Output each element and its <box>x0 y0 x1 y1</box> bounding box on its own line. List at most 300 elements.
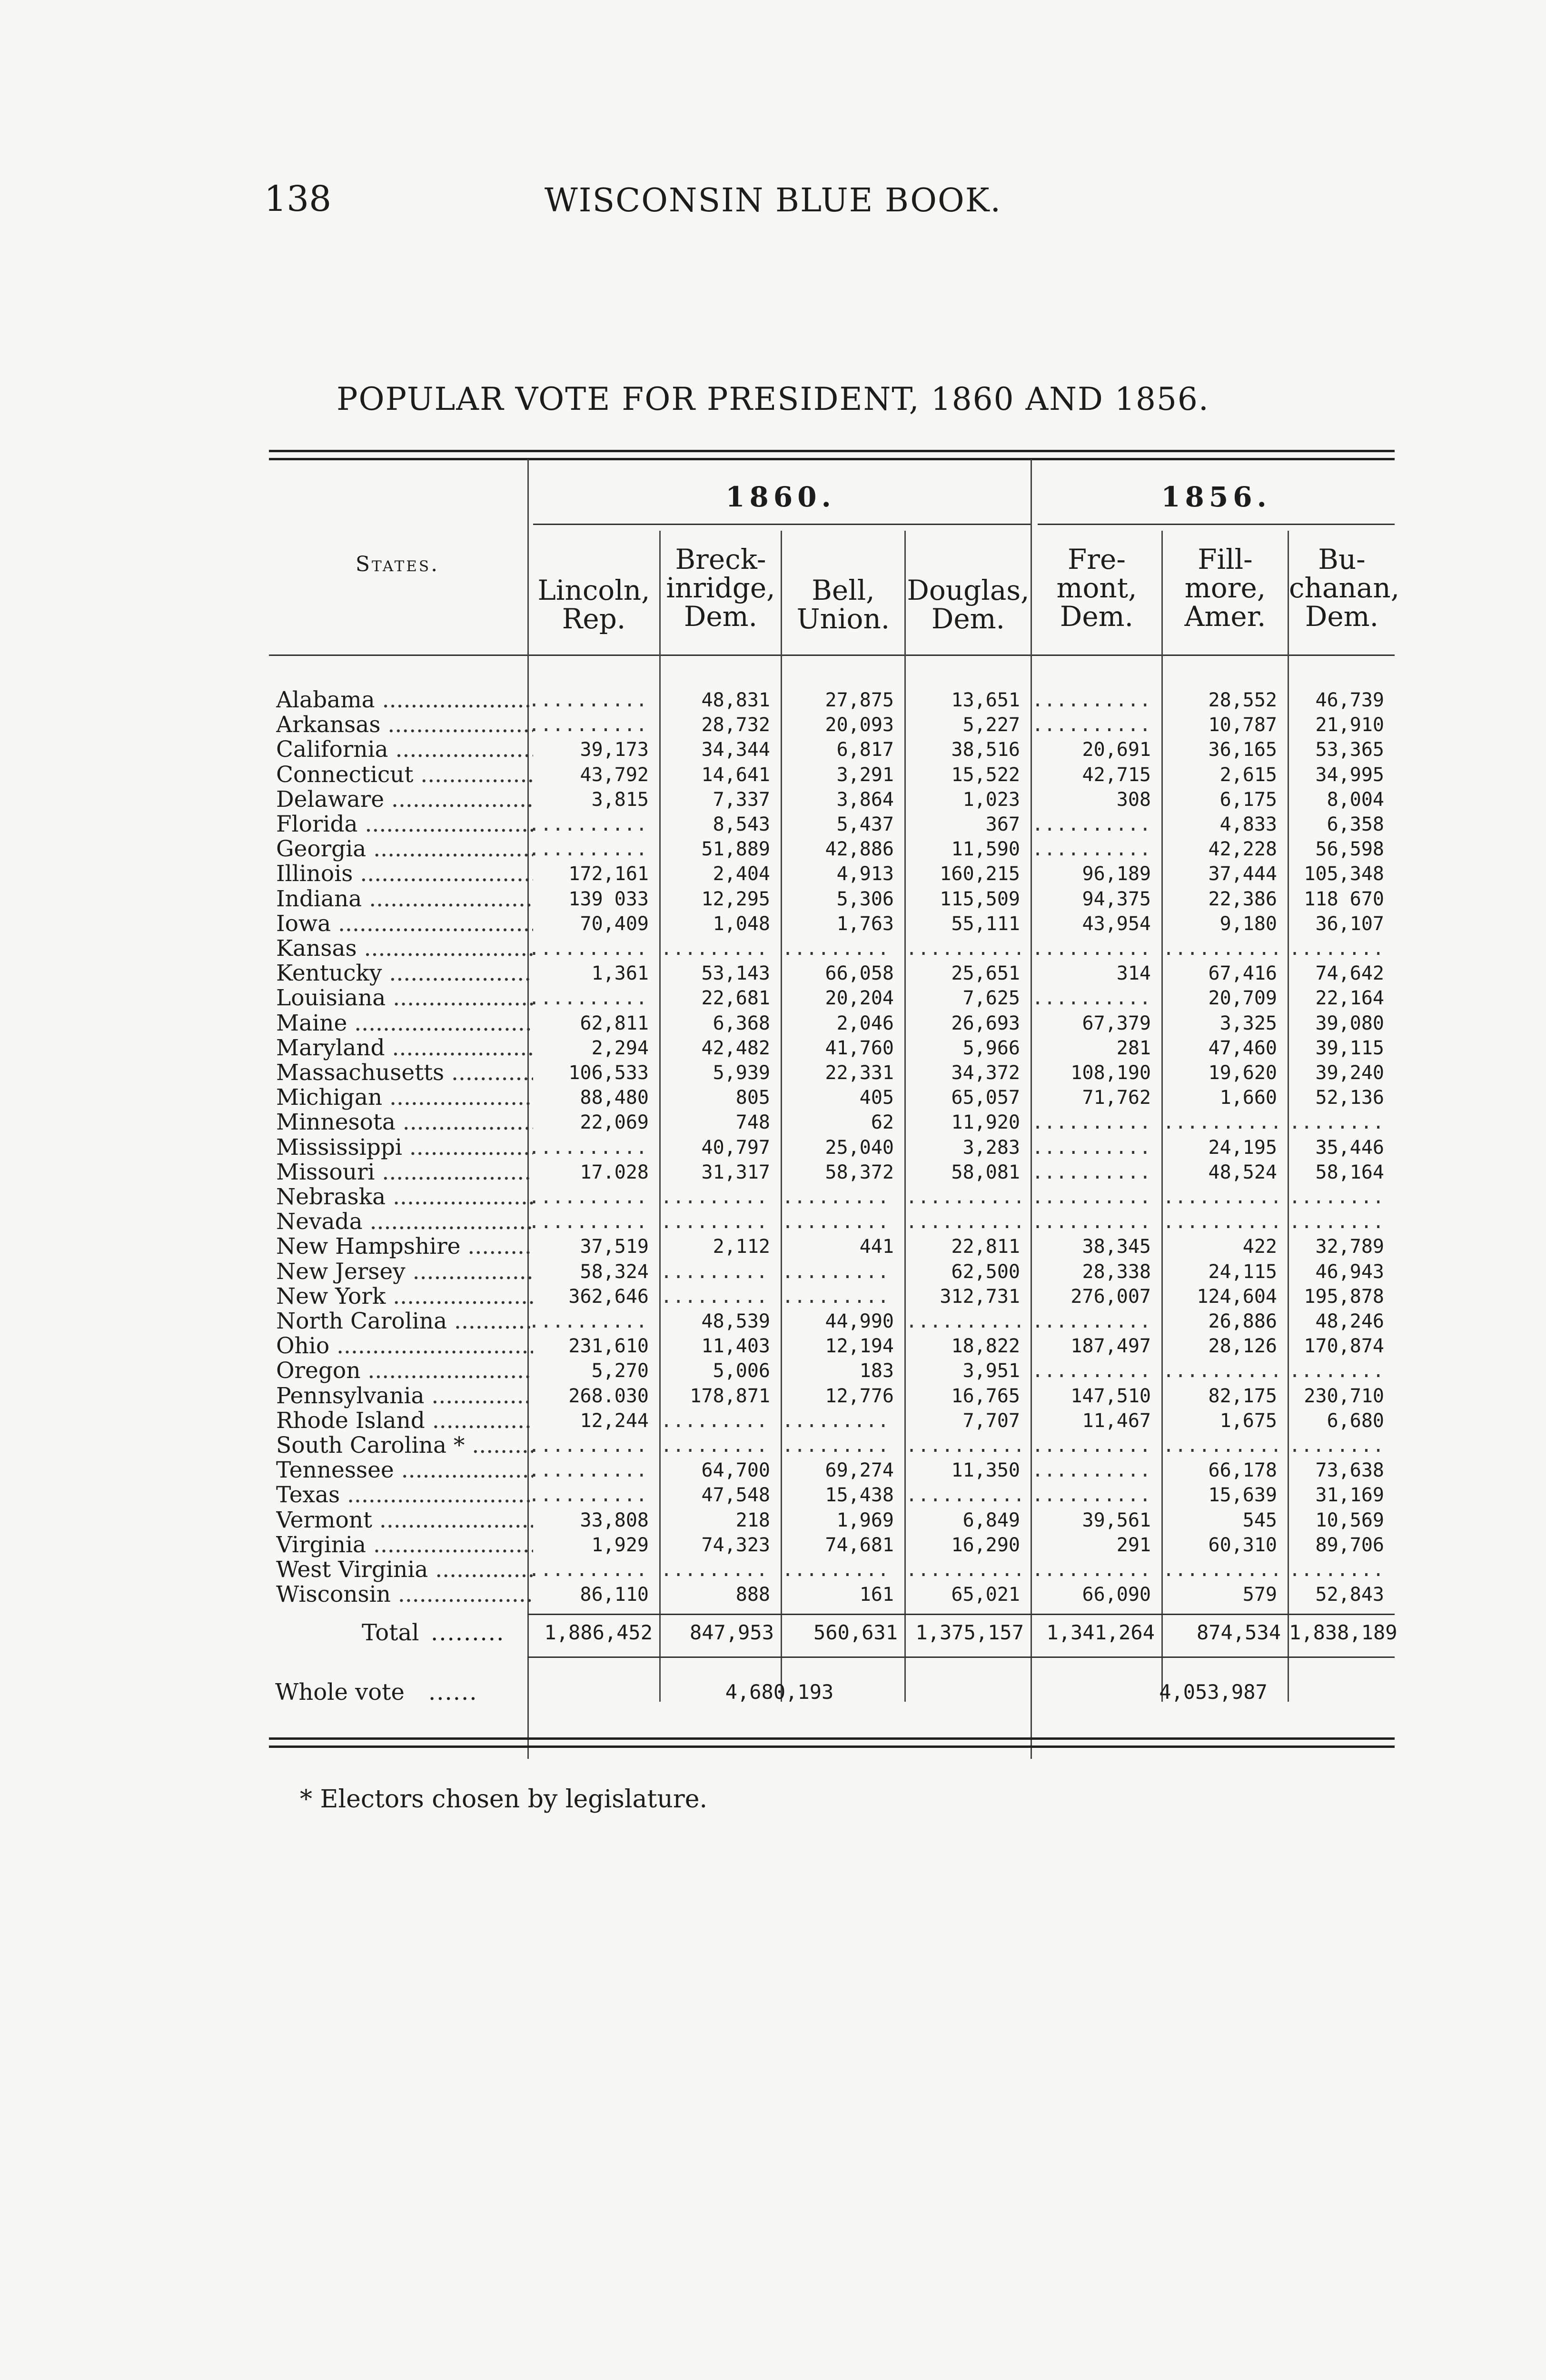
table-row <box>269 812 1395 837</box>
vote-cell: 2,404 <box>713 863 770 885</box>
vote-cell: 22,386 <box>1208 888 1277 910</box>
vote-cell: 6,849 <box>962 1509 1020 1531</box>
vote-cell: 20,691 <box>1082 739 1151 761</box>
column-header-line: Dem. <box>1305 600 1379 633</box>
state-name: Alabama ..... <box>276 688 533 713</box>
vote-cell: 170,874 <box>1304 1335 1384 1358</box>
vote-cell: 65,057 <box>951 1087 1020 1109</box>
total-dots: ......... <box>431 1619 505 1646</box>
running-head: WISCONSIN BLUE BOOK. <box>544 182 1002 219</box>
state-name: Maryland ..... <box>276 1036 533 1061</box>
year-1860-header: 1860. <box>725 481 836 513</box>
vote-cell: 312,731 <box>940 1285 1020 1308</box>
vote-cell: 74,642 <box>1315 962 1384 985</box>
vote-cell: 7,337 <box>713 788 770 811</box>
vote-cell: 19,620 <box>1208 1062 1277 1084</box>
vote-cell: 3,864 <box>836 788 894 811</box>
column-header-line: Union. <box>796 603 890 635</box>
vote-cell: 888 <box>735 1584 770 1606</box>
column-header-line: Amer. <box>1184 600 1266 633</box>
column-header-line: Lincoln, <box>537 574 650 606</box>
total-cell: 1,838,189 <box>1289 1621 1397 1644</box>
vote-cell: 46,739 <box>1315 689 1384 711</box>
vote-cell: 67,416 <box>1208 962 1277 985</box>
vote-cell: 1,361 <box>591 962 649 985</box>
vote-cell <box>1163 1185 1277 1210</box>
vote-cell: 47,460 <box>1208 1037 1277 1059</box>
vote-cell: 42,482 <box>701 1037 770 1059</box>
vote-cell: 2,294 <box>591 1037 649 1059</box>
vote-cell: 230,710 <box>1304 1385 1384 1407</box>
bottom-rule-2 <box>269 1745 1395 1748</box>
column-header <box>1289 543 1400 633</box>
vote-cell: 4,913 <box>836 863 894 885</box>
vote-cell: 108,190 <box>1070 1062 1151 1084</box>
vote-cell: 36,107 <box>1315 912 1384 935</box>
vote-cell: 14,641 <box>701 764 770 786</box>
vote-cell <box>661 1284 770 1309</box>
vote-cell: 55,111 <box>951 912 1020 935</box>
state-name: Iowa ..... <box>276 912 533 936</box>
vote-cell: 74,323 <box>701 1534 770 1556</box>
vote-cell: 22,164 <box>1315 987 1384 1010</box>
state-name: California ..... <box>276 737 533 762</box>
vote-cell: 1,048 <box>713 912 770 935</box>
column-header <box>1163 545 1288 631</box>
vote-cell: 31,169 <box>1315 1484 1384 1507</box>
vote-cell: 34,344 <box>701 739 770 761</box>
vote-cell: 124,604 <box>1197 1285 1277 1308</box>
vote-cell <box>528 1483 649 1507</box>
vote-cell: 48,539 <box>701 1310 770 1332</box>
vote-cell: 66,178 <box>1208 1459 1277 1482</box>
vote-cell <box>1032 812 1151 837</box>
state-name: Vermont ..... <box>276 1508 533 1533</box>
total-cell: 1,886,452 <box>544 1621 653 1644</box>
vote-cell <box>1032 1557 1151 1582</box>
table-row <box>269 1284 1395 1309</box>
vote-cell: 20,709 <box>1208 987 1277 1010</box>
state-name: Virginia ..... <box>276 1533 533 1557</box>
vote-cell <box>906 1185 1020 1210</box>
total-cell: 1,375,157 <box>915 1621 1024 1644</box>
vote-cell <box>661 1185 770 1210</box>
vote-cell: 3,815 <box>591 788 649 811</box>
table-row <box>269 737 1395 762</box>
vote-cell: 5,939 <box>713 1062 770 1084</box>
vote-cell: 1,675 <box>1219 1409 1277 1432</box>
vote-cell: 22,069 <box>580 1111 649 1134</box>
vote-cell: 28,126 <box>1208 1335 1277 1358</box>
vote-cell: 6,817 <box>836 739 894 761</box>
vote-cell <box>661 1557 770 1582</box>
vote-cell: 70,409 <box>580 912 649 935</box>
vote-cell: 12,295 <box>701 888 770 910</box>
vote-cell: 58,164 <box>1315 1161 1384 1183</box>
vote-cell <box>661 1433 770 1458</box>
vote-cell: 24,195 <box>1208 1136 1277 1159</box>
vote-cell: 34,995 <box>1315 764 1384 786</box>
vote-cell: 13,651 <box>951 689 1020 711</box>
state-name: Minnesota ..... <box>276 1110 533 1135</box>
vote-cell: 2,615 <box>1219 764 1277 786</box>
vote-cell: 58,324 <box>580 1260 649 1283</box>
table-row <box>269 1408 1395 1433</box>
vote-cell <box>1289 1185 1384 1210</box>
vote-cell: 62,500 <box>951 1260 1020 1283</box>
vote-cell <box>906 1433 1020 1458</box>
state-name: Rhode Island ..... <box>276 1408 533 1433</box>
vote-cell <box>1163 1557 1277 1582</box>
vote-cell <box>528 1185 649 1210</box>
table-row <box>269 1384 1395 1408</box>
vote-cell: 62 <box>871 1111 894 1134</box>
vote-cell: 1,929 <box>591 1534 649 1556</box>
vote-cell: 11,920 <box>951 1111 1020 1134</box>
vote-cell: 51,889 <box>701 838 770 861</box>
vote-cell: 2,046 <box>836 1012 894 1034</box>
state-name: New Hampshire ..... <box>276 1234 533 1259</box>
column-header-line: Rep. <box>562 603 626 635</box>
vote-cell: 58,372 <box>825 1161 894 1183</box>
state-name: Indiana ..... <box>276 887 533 912</box>
vote-cell: 28,338 <box>1082 1260 1151 1283</box>
vote-cell <box>1032 1309 1151 1334</box>
table-title: POPULAR VOTE FOR PRESIDENT, 1860 AND 1856. <box>337 381 1209 417</box>
vote-cell: 579 <box>1242 1584 1277 1606</box>
vote-cell: 26,886 <box>1208 1310 1277 1332</box>
vote-cell: 42,228 <box>1208 838 1277 861</box>
vote-cell: 367 <box>985 813 1020 835</box>
state-name: Georgia ..... <box>276 837 533 862</box>
table-row <box>269 1185 1395 1210</box>
vote-cell <box>661 1408 770 1433</box>
vote-cell: 178,871 <box>690 1385 770 1407</box>
vote-cell <box>1032 688 1151 713</box>
vote-cell: 362,646 <box>568 1285 649 1308</box>
whole-vote-label: Whole vote <box>275 1679 405 1706</box>
vote-cell: 21,910 <box>1315 714 1384 736</box>
state-name: Tennessee ..... <box>276 1458 533 1483</box>
footnote: * Electors chosen by legislature. <box>300 1785 708 1814</box>
state-name: Ohio ..... <box>276 1334 533 1359</box>
state-name: New York ..... <box>276 1284 533 1309</box>
vote-cell <box>1032 1483 1151 1507</box>
vote-cell: 89,706 <box>1315 1534 1384 1556</box>
column-header-line: Bu- <box>1318 543 1366 575</box>
table-row <box>269 1533 1395 1557</box>
vote-cell: 10,569 <box>1315 1509 1384 1531</box>
vote-cell: 5,966 <box>962 1037 1020 1059</box>
state-name: Pennsylvania ..... <box>276 1384 533 1408</box>
vote-cell: 291 <box>1116 1534 1151 1556</box>
vote-cell <box>528 837 649 862</box>
table-row <box>269 1508 1395 1533</box>
vote-cell: 28,732 <box>701 714 770 736</box>
vote-cell <box>1289 936 1384 961</box>
vote-cell: 26,693 <box>951 1012 1020 1034</box>
vote-cell: 7,707 <box>962 1409 1020 1432</box>
vote-cell: 36,165 <box>1208 739 1277 761</box>
whole-vote-1860: 4,680,193 <box>725 1680 834 1704</box>
vote-cell: 6,368 <box>713 1012 770 1034</box>
vote-cell <box>1032 1110 1151 1135</box>
state-name: Michigan ..... <box>276 1085 533 1110</box>
vote-cell <box>528 1458 649 1483</box>
vote-cell: 748 <box>735 1111 770 1134</box>
vote-cell <box>1289 1210 1384 1234</box>
column-header <box>1032 545 1161 631</box>
column-header-line: more, <box>1184 572 1266 604</box>
vote-cell: 37,444 <box>1208 863 1277 885</box>
total-cell: 847,953 <box>689 1621 774 1644</box>
state-name: Texas ..... <box>276 1483 533 1507</box>
vote-cell: 88,480 <box>580 1087 649 1109</box>
vote-cell: 161 <box>859 1584 894 1606</box>
table-row <box>269 1061 1395 1085</box>
total-cell: 560,631 <box>813 1621 898 1644</box>
table-row <box>269 1334 1395 1359</box>
vote-cell: 441 <box>859 1236 894 1258</box>
vote-cell: 805 <box>735 1087 770 1109</box>
vote-cell: 22,681 <box>701 987 770 1010</box>
vote-cell: 39,115 <box>1315 1037 1384 1059</box>
state-name: Wisconsin ..... <box>276 1582 533 1607</box>
vote-cell: 39,240 <box>1315 1062 1384 1084</box>
vote-cell: 15,438 <box>825 1484 894 1507</box>
vote-cell <box>1032 986 1151 1011</box>
column-header-line: Dem. <box>931 603 1005 635</box>
vote-cell: 1,023 <box>962 788 1020 811</box>
vote-cell: 11,467 <box>1082 1409 1151 1432</box>
vote-cell <box>1032 1160 1151 1185</box>
state-name: Massachusetts ..... <box>276 1061 533 1085</box>
page-number: 138 <box>264 178 332 219</box>
vote-cell: 58,081 <box>951 1161 1020 1183</box>
vote-cell: 56,598 <box>1315 838 1384 861</box>
table-row <box>269 887 1395 912</box>
table-row <box>269 1135 1395 1160</box>
vote-cell: 22,811 <box>951 1236 1020 1258</box>
table-row <box>269 1359 1395 1383</box>
header-bottom-rule <box>269 654 1395 656</box>
vote-cell: 5,306 <box>836 888 894 910</box>
year-1856-header: 1856. <box>1161 481 1271 513</box>
vote-cell: 38,345 <box>1082 1236 1151 1258</box>
table-row <box>269 1110 1395 1135</box>
column-header-line: inridge, <box>666 572 775 604</box>
vote-cell: 281 <box>1116 1037 1151 1059</box>
vote-cell <box>528 1210 649 1234</box>
column-header <box>782 576 904 633</box>
vote-cell <box>1032 837 1151 862</box>
vote-cell: 74,681 <box>825 1534 894 1556</box>
year-1856-underline <box>1038 524 1395 525</box>
vote-cell: 18,822 <box>951 1335 1020 1358</box>
vote-cell: 139 033 <box>568 888 649 910</box>
vote-cell: 52,843 <box>1315 1584 1384 1606</box>
vote-cell: 545 <box>1242 1509 1277 1531</box>
vote-cell <box>661 1210 770 1234</box>
total-cell: 874,534 <box>1196 1621 1281 1644</box>
vote-cell: 6,175 <box>1219 788 1277 811</box>
state-name: Kentucky ..... <box>276 961 533 986</box>
state-name: Kansas ..... <box>276 936 533 961</box>
state-name: Louisiana ..... <box>276 986 533 1011</box>
vote-cell: 43,792 <box>580 764 649 786</box>
state-name: Delaware ..... <box>276 787 533 812</box>
table-row <box>269 787 1395 812</box>
vote-cell <box>528 1433 649 1458</box>
whole-vote-1856: 4,053,987 <box>1159 1680 1268 1704</box>
state-name: Nebraska ..... <box>276 1185 533 1210</box>
vote-cell <box>528 1309 649 1334</box>
table-row <box>269 688 1395 713</box>
vote-cell: 7,625 <box>962 987 1020 1010</box>
vote-cell: 231,610 <box>568 1335 649 1358</box>
table-row <box>269 837 1395 862</box>
state-name: Arkansas ..... <box>276 713 533 737</box>
vote-cell <box>782 1185 894 1210</box>
state-name: Illinois ..... <box>276 862 533 886</box>
vote-cell <box>1163 936 1277 961</box>
total-label: Total <box>362 1619 419 1646</box>
vote-cell: 96,189 <box>1082 863 1151 885</box>
vote-cell: 5,437 <box>836 813 894 835</box>
vote-cell: 20,093 <box>825 714 894 736</box>
vote-cell <box>1289 1433 1384 1458</box>
vote-cell: 24,115 <box>1208 1260 1277 1283</box>
vote-cell <box>528 986 649 1011</box>
vote-cell: 25,040 <box>825 1136 894 1159</box>
vote-cell <box>1163 1359 1277 1383</box>
column-header-line: mont, <box>1056 572 1137 604</box>
column-header-line: Dem. <box>684 600 758 633</box>
table-row <box>269 1458 1395 1483</box>
column-header-line: Fill- <box>1198 543 1253 575</box>
total-top-rule <box>527 1614 1395 1615</box>
vote-cell: 66,090 <box>1082 1584 1151 1606</box>
vote-cell: 3,951 <box>962 1360 1020 1382</box>
vote-cell: 64,700 <box>701 1459 770 1482</box>
table-row <box>269 912 1395 936</box>
vote-cell: 43,954 <box>1082 912 1151 935</box>
vote-cell: 1,660 <box>1219 1087 1277 1109</box>
vote-cell <box>1032 1433 1151 1458</box>
vote-cell: 32,789 <box>1315 1236 1384 1258</box>
vote-cell <box>1032 1135 1151 1160</box>
vote-cell: 62,811 <box>580 1012 649 1034</box>
vote-cell: 48,524 <box>1208 1161 1277 1183</box>
vote-cell: 69,274 <box>825 1459 894 1482</box>
vote-cell: 42,886 <box>825 838 894 861</box>
vote-cell <box>1032 1458 1151 1483</box>
total-cell: 1,341,264 <box>1046 1621 1155 1644</box>
table-row <box>269 1433 1395 1458</box>
vote-cell: 28,552 <box>1208 689 1277 711</box>
vote-cell: 44,990 <box>825 1310 894 1332</box>
vote-cell: 187,497 <box>1070 1335 1151 1358</box>
table-row <box>269 1259 1395 1284</box>
whole-vote-dots: ...... <box>428 1679 478 1706</box>
vote-cell: 48,246 <box>1315 1310 1384 1332</box>
table-row <box>269 1234 1395 1259</box>
vote-cell: 27,875 <box>825 689 894 711</box>
vote-cell: 16,765 <box>951 1385 1020 1407</box>
vote-cell: 5,006 <box>713 1360 770 1382</box>
vote-cell: 2,112 <box>713 1236 770 1258</box>
vote-cell <box>1163 1210 1277 1234</box>
column-header-line: Dem. <box>1060 600 1134 633</box>
table-row <box>269 1210 1395 1234</box>
vote-cell: 67,379 <box>1082 1012 1151 1034</box>
state-name: North Carolina ..... <box>276 1309 533 1334</box>
vote-cell: 73,638 <box>1315 1459 1384 1482</box>
vote-cell <box>528 812 649 837</box>
vote-cell: 3,325 <box>1219 1012 1277 1034</box>
vote-cell: 53,143 <box>701 962 770 985</box>
top-rule-2 <box>269 458 1395 460</box>
vote-cell: 34,372 <box>951 1062 1020 1084</box>
table-row <box>269 936 1395 961</box>
state-name: New Jersey ..... <box>276 1259 533 1284</box>
vote-cell <box>906 1309 1020 1334</box>
state-name: West Virginia ..... <box>276 1557 533 1582</box>
vote-cell: 8,543 <box>713 813 770 835</box>
vote-cell <box>661 936 770 961</box>
vote-cell <box>1032 936 1151 961</box>
vote-cell <box>782 936 894 961</box>
vote-cell <box>528 1557 649 1582</box>
column-header-line: Fre- <box>1068 543 1126 575</box>
column-header-line: chanan, <box>1289 572 1400 604</box>
vote-cell: 160,215 <box>940 863 1020 885</box>
vote-cell <box>1032 1210 1151 1234</box>
vote-cell <box>1032 1185 1151 1210</box>
vote-cell: 218 <box>735 1509 770 1531</box>
vote-cell: 42,715 <box>1082 764 1151 786</box>
vote-cell: 1,763 <box>836 912 894 935</box>
vote-cell <box>1289 1557 1384 1582</box>
vote-cell: 33,808 <box>580 1509 649 1531</box>
vote-cell: 6,680 <box>1327 1409 1384 1432</box>
state-name: Mississippi ..... <box>276 1135 533 1160</box>
vote-cell: 52,136 <box>1315 1087 1384 1109</box>
vote-cell: 12,194 <box>825 1335 894 1358</box>
vote-cell <box>906 1557 1020 1582</box>
vote-cell: 10,787 <box>1208 714 1277 736</box>
top-rule <box>269 450 1395 452</box>
column-header-line: Bell, <box>812 574 875 606</box>
vote-cell: 183 <box>859 1360 894 1382</box>
vote-cell <box>528 936 649 961</box>
table-row <box>269 986 1395 1011</box>
vote-cell: 106,533 <box>568 1062 649 1084</box>
vote-cell: 147,510 <box>1070 1385 1151 1407</box>
vote-cell: 22,331 <box>825 1062 894 1084</box>
table-row <box>269 713 1395 737</box>
vote-cell: 15,639 <box>1208 1484 1277 1507</box>
vote-cell: 12,776 <box>825 1385 894 1407</box>
state-name: Oregon ..... <box>276 1359 533 1383</box>
vote-cell: 308 <box>1116 788 1151 811</box>
vote-cell: 11,350 <box>951 1459 1020 1482</box>
vote-cell: 12,244 <box>580 1409 649 1432</box>
state-name: Connecticut ..... <box>276 763 533 787</box>
table-row <box>269 961 1395 986</box>
vote-cell: 31,317 <box>701 1161 770 1183</box>
state-name: South Carolina * ..... <box>276 1433 533 1458</box>
